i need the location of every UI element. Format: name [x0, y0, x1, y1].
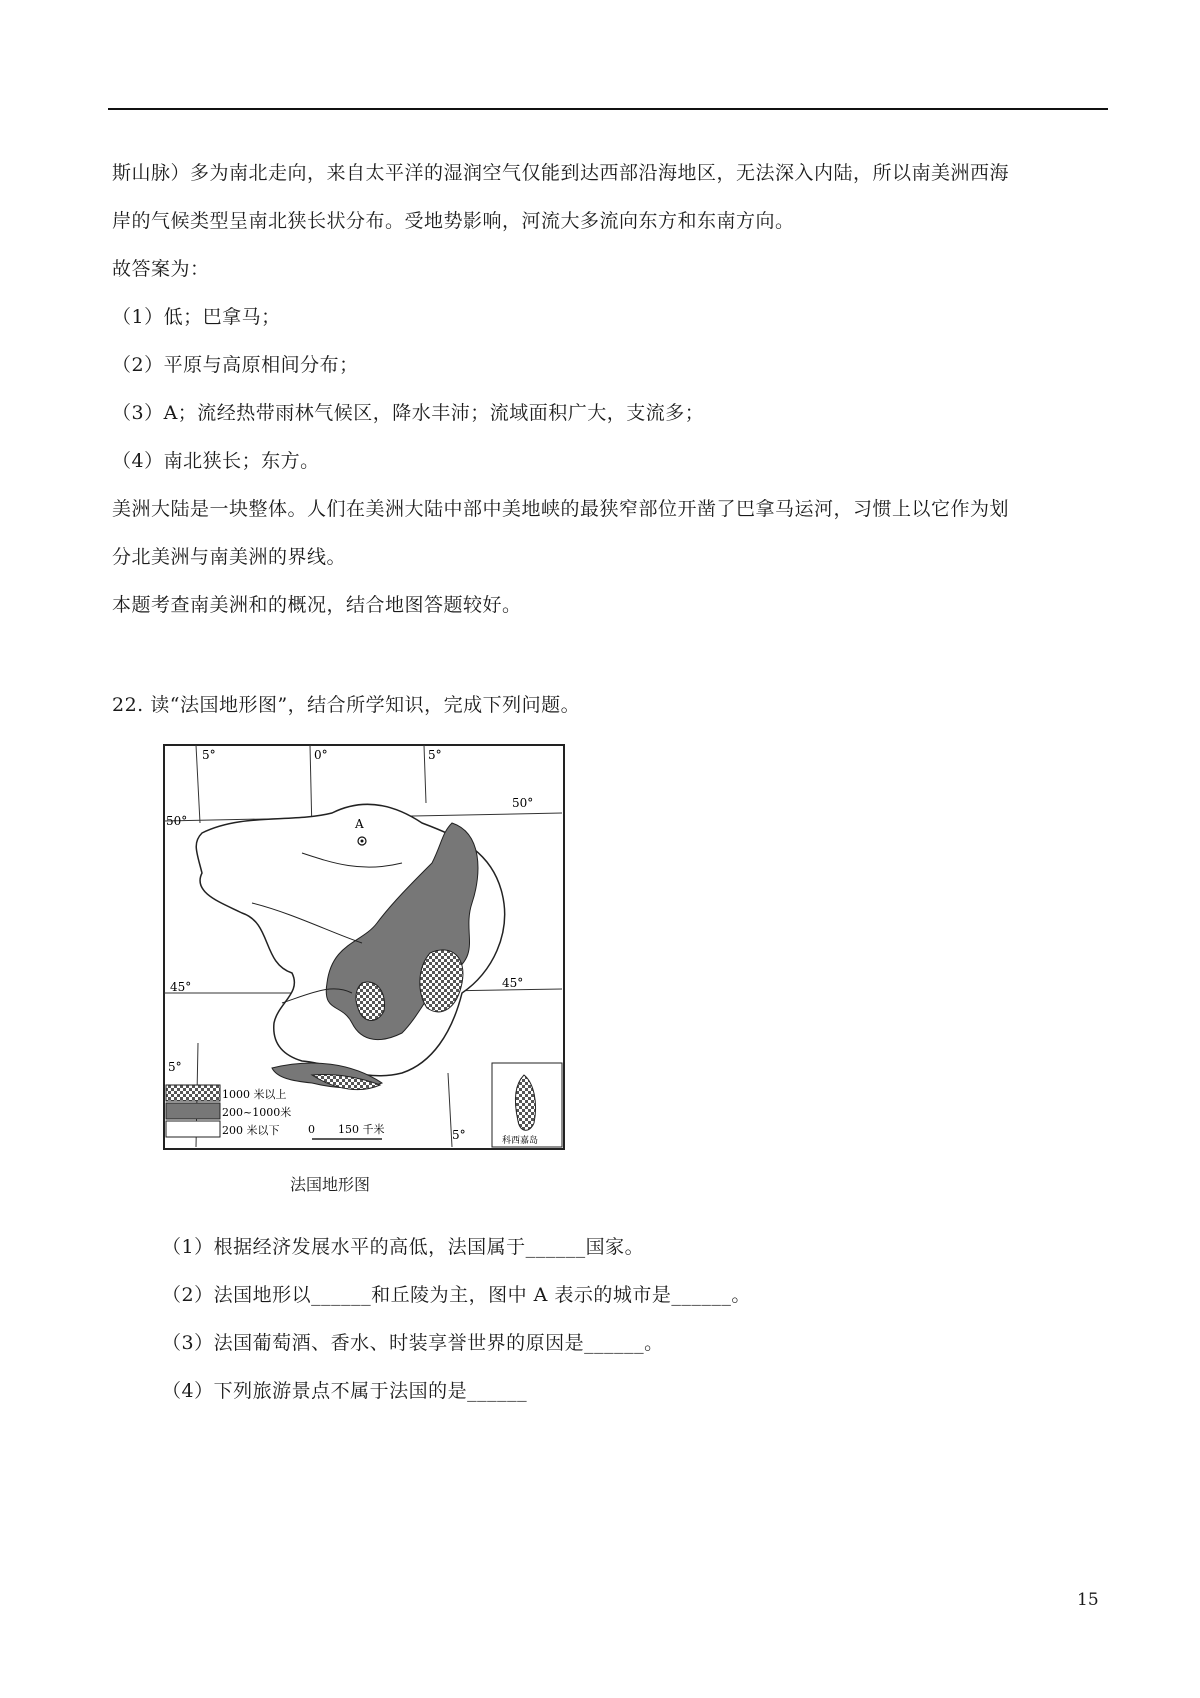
- svg-text:5°: 5°: [428, 748, 442, 762]
- map-caption: 法国地形图: [290, 1175, 371, 1194]
- svg-text:5°: 5°: [168, 1060, 182, 1074]
- svg-text:45°: 45°: [170, 980, 192, 994]
- text-line: 分北美洲与南美洲的界线。: [112, 546, 347, 568]
- text-line: 斯山脉）多为南北走向，来自太平洋的湿润空气仅能到达西部沿海地区，无法深入内陆，所以南美洲西海: [112, 162, 1010, 184]
- question-part-3: （3）法国葡萄酒、香水、时装享誉世界的原因是______。: [162, 1332, 664, 1354]
- svg-text:5°: 5°: [452, 1128, 466, 1142]
- question-stem: 22. 读“法国地形图”，结合所学知识，完成下列问题。: [112, 694, 581, 716]
- page-number: 15: [1077, 1590, 1099, 1610]
- question-part-4: （4）下列旅游景点不属于法国的是______: [162, 1380, 528, 1402]
- svg-text:50°: 50°: [166, 814, 188, 828]
- answer-line-2: （2）平原与高原相间分布；: [112, 354, 359, 376]
- svg-text:1000 米以上: 1000 米以上: [222, 1088, 287, 1101]
- svg-text:200~1000米: 200~1000米: [222, 1106, 292, 1119]
- question-part-1: （1）根据经济发展水平的高低，法国属于______国家。: [162, 1236, 645, 1258]
- svg-text:150 千米: 150 千米: [338, 1123, 385, 1136]
- text-line: 本题考查南美洲和的概况，结合地图答题较好。: [112, 594, 522, 616]
- answer-line-1: （1）低；巴拿马；: [112, 306, 281, 328]
- text-line: 岸的气候类型呈南北狭长状分布。受地势影响，河流大多流向东方和东南方向。: [112, 210, 795, 232]
- map-legend: [166, 1085, 291, 1137]
- text-line: 故答案为：: [112, 258, 210, 280]
- svg-text:0: 0: [308, 1123, 315, 1136]
- svg-text:45°: 45°: [502, 976, 524, 990]
- corsica-inset: [492, 1063, 562, 1147]
- answer-line-4: （4）南北狭长；东方。: [112, 450, 320, 472]
- header-rule: [108, 108, 1108, 110]
- text-line: 美洲大陆是一块整体。人们在美洲大陆中部中美地峡的最狭窄部位开凿了巴拿马运河，习惯上以它作为划: [112, 498, 1010, 520]
- city-a-label: A: [355, 817, 364, 831]
- svg-text:200 米以下: 200 米以下: [222, 1124, 280, 1137]
- answer-line-3: （3）A；流经热带雨林气候区，降水丰沛；流域面积广大，支流多；: [112, 402, 705, 424]
- svg-text:0°: 0°: [314, 748, 328, 762]
- france-terrain-map: [162, 743, 566, 1153]
- svg-text:50°: 50°: [512, 796, 534, 810]
- svg-text:科西嘉岛: 科西嘉岛: [502, 1136, 539, 1146]
- question-part-2: （2）法国地形以______和丘陵为主，图中 A 表示的城市是______。: [162, 1284, 751, 1306]
- svg-text:5°: 5°: [202, 748, 216, 762]
